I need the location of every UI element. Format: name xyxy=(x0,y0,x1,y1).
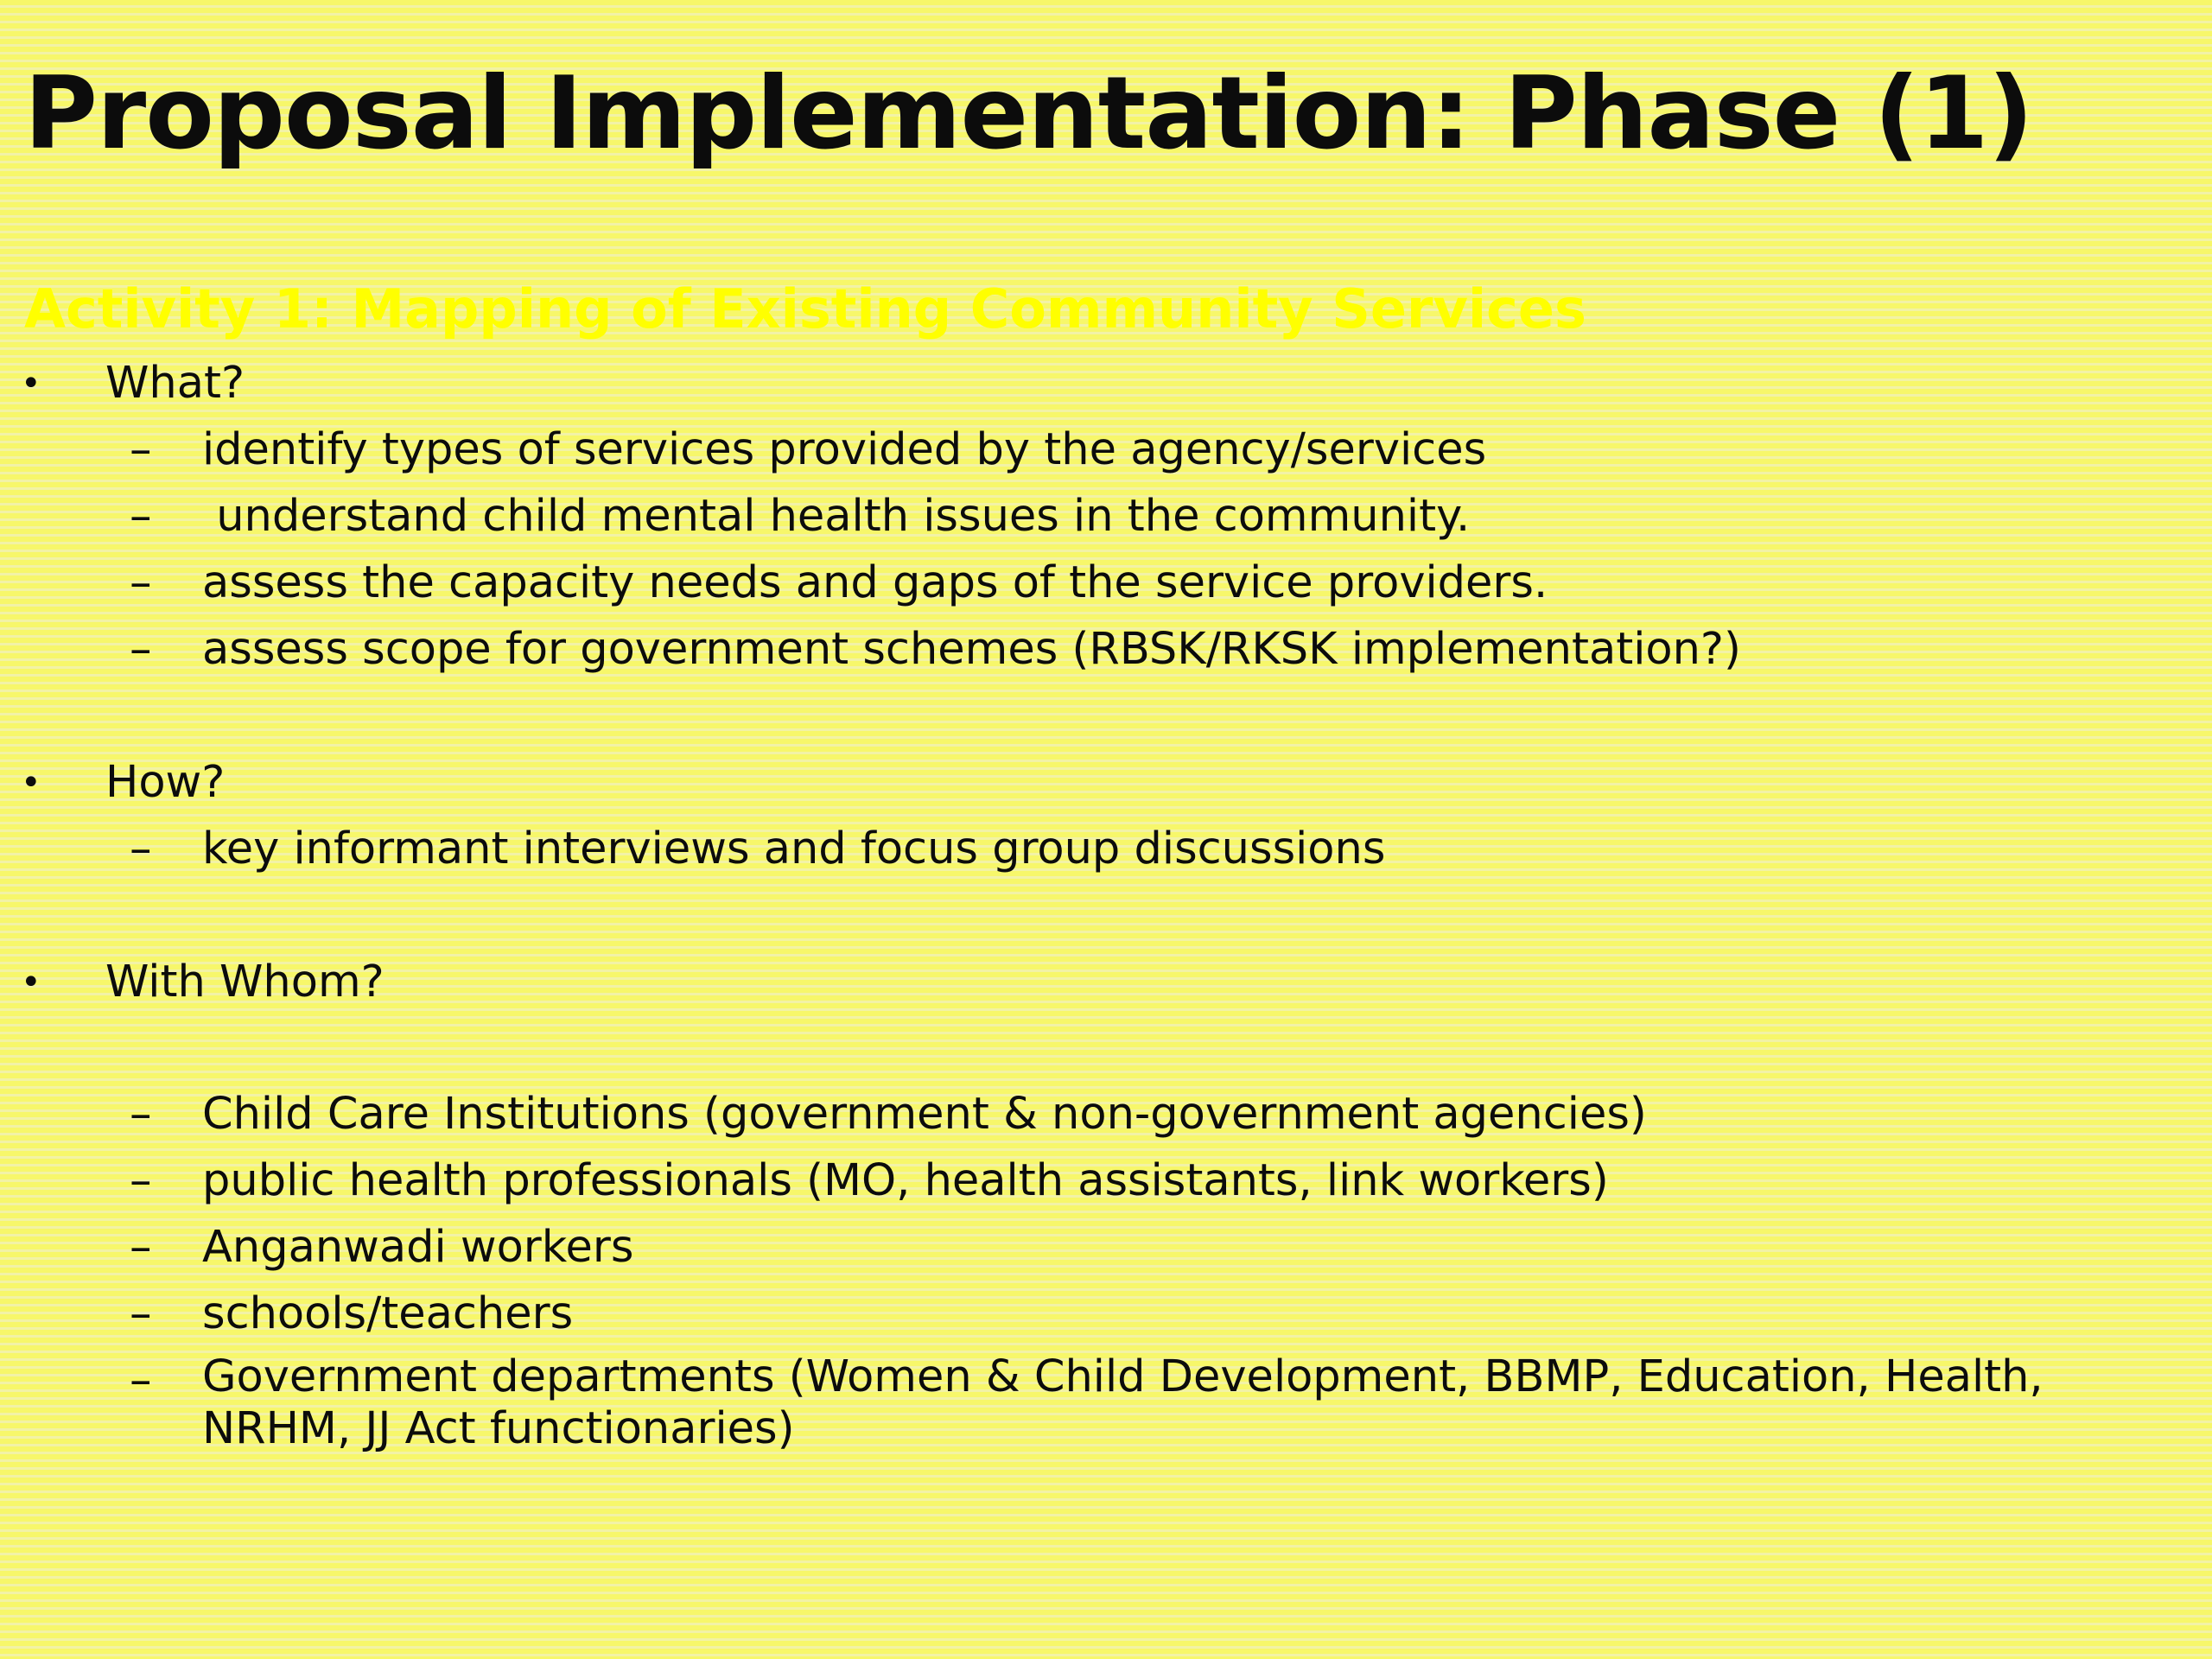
section-label: What? xyxy=(105,358,245,409)
list-item-text: schools/teachers xyxy=(202,1288,574,1339)
bullet-icon: • xyxy=(21,763,41,803)
list-item-text: understand child mental health issues in the community. xyxy=(202,491,1471,542)
bullet-icon: • xyxy=(21,963,41,1002)
activity-heading: Activity 1: Mapping of Existing Community Services xyxy=(24,277,1586,340)
list-item-text: public health professionals (MO, health assistants, link workers) xyxy=(202,1155,1609,1206)
section-label: With Whom? xyxy=(105,957,385,1007)
dash-icon: – xyxy=(130,1355,152,1406)
dash-icon: – xyxy=(130,1089,152,1140)
dash-icon: – xyxy=(130,557,152,608)
list-item-text: Child Care Institutions (government & non-government agencies) xyxy=(202,1089,1647,1140)
list-item-text: assess scope for government schemes (RBSK/RKSK implementation?) xyxy=(202,624,1741,675)
list-item-text: key informant interviews and focus group discussions xyxy=(202,823,1386,874)
dash-icon: – xyxy=(130,491,152,542)
dash-icon: – xyxy=(130,424,152,475)
section-label: How? xyxy=(105,757,226,808)
dash-icon: – xyxy=(130,1288,152,1339)
list-item-text: Government departments (Women & Child Development, BBMP, Education, Health, NRHM, JJ Act functionaries) xyxy=(202,1351,2044,1454)
dash-icon: – xyxy=(130,1222,152,1273)
dash-icon: – xyxy=(130,624,152,675)
dash-icon: – xyxy=(130,1155,152,1206)
list-item-text: assess the capacity needs and gaps of the service providers. xyxy=(202,557,1548,608)
dash-icon: – xyxy=(130,823,152,874)
list-item-text: Anganwadi workers xyxy=(202,1222,634,1273)
slide-title: Proposal Implementation: Phase (1) xyxy=(24,55,2033,172)
bullet-icon: • xyxy=(21,364,41,404)
list-item-text: identify types of services provided by the agency/services xyxy=(202,424,1487,475)
